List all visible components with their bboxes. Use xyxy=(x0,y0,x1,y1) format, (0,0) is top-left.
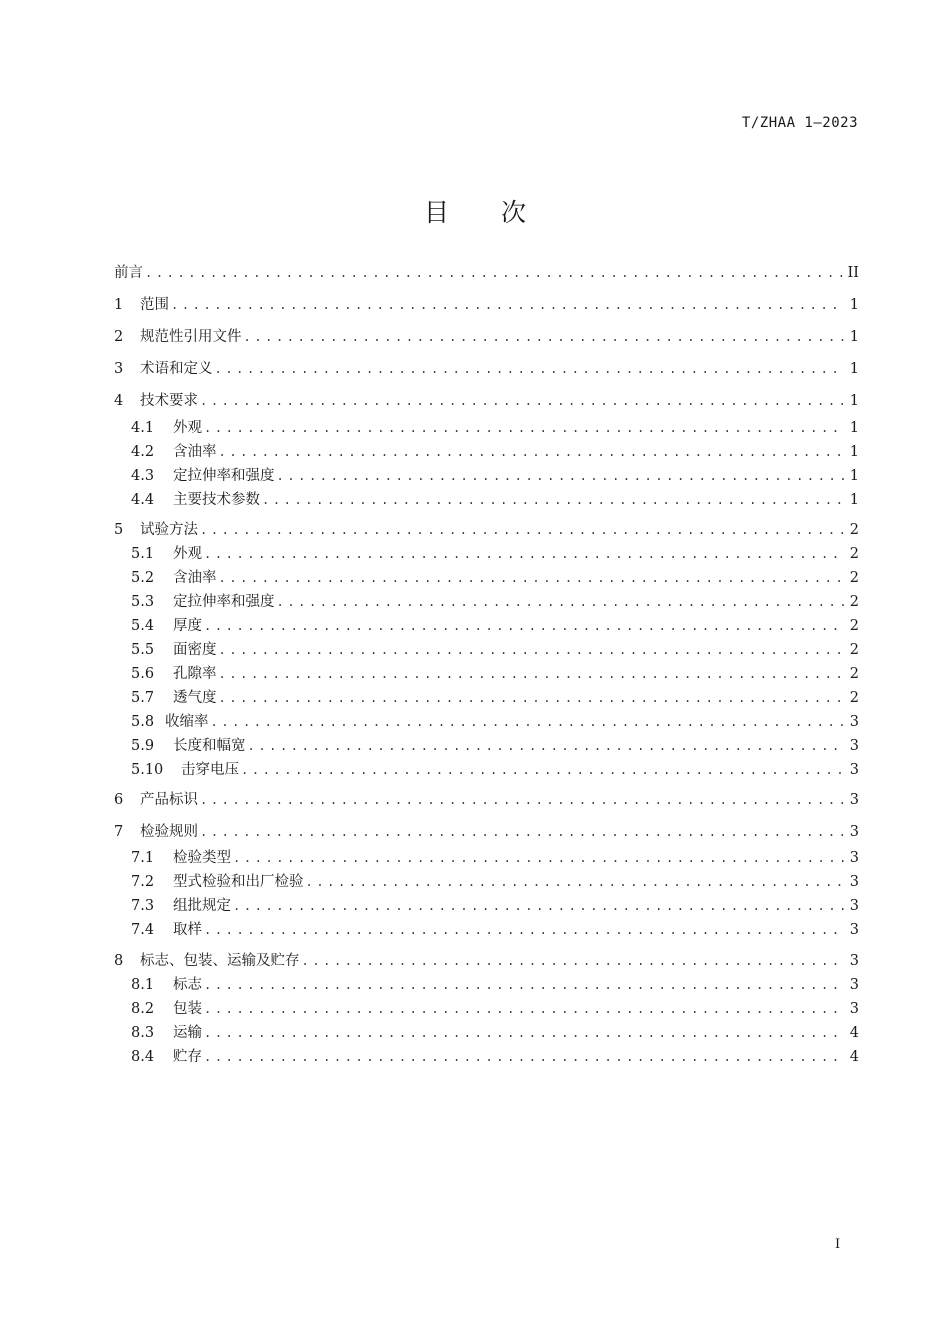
toc-leader-dots xyxy=(200,391,845,411)
toc-leader-dots xyxy=(204,975,845,995)
toc-entry[interactable] xyxy=(131,490,859,510)
toc-leader-dots xyxy=(233,848,845,868)
document-code: T/ZHAA 1—2023 xyxy=(741,115,858,131)
toc-entry-page: 1 xyxy=(849,297,859,313)
toc-entry[interactable] xyxy=(131,688,859,708)
toc-leader-dots xyxy=(204,616,845,636)
toc-entry-page: 4 xyxy=(849,1049,859,1065)
toc-entry-page: 3 xyxy=(849,898,859,914)
toc-entry[interactable] xyxy=(131,975,859,995)
toc-entry-number: 6 xyxy=(114,792,124,808)
toc-entry-page: 2 xyxy=(849,522,859,538)
toc-entry[interactable] xyxy=(131,442,859,462)
toc-entry[interactable] xyxy=(114,951,859,971)
toc-entry-page: 1 xyxy=(849,468,859,484)
toc-entry-number: 5.5 xyxy=(131,642,155,658)
toc-entry-label: 运输 xyxy=(173,1025,202,1041)
toc-entry-label: 外观 xyxy=(173,546,202,562)
toc-entry-label: 外观 xyxy=(173,420,202,436)
toc-entry[interactable] xyxy=(131,736,859,756)
toc-entry[interactable] xyxy=(131,466,859,486)
toc-entry-label: 试验方法 xyxy=(140,522,198,538)
toc-entry[interactable] xyxy=(131,544,859,564)
toc-entry-label: 前言 xyxy=(114,265,143,281)
toc-leader-dots xyxy=(219,442,846,462)
toc-entry-page: 1 xyxy=(849,329,859,345)
toc-entry-page: 3 xyxy=(849,714,859,730)
toc-leader-dots xyxy=(204,999,845,1019)
toc-leader-dots xyxy=(219,664,846,684)
toc-entry-label: 孔隙率 xyxy=(173,666,217,682)
toc-leader-dots xyxy=(277,466,846,486)
toc-entry[interactable] xyxy=(131,616,859,636)
toc-title-left: 目 xyxy=(423,198,449,227)
toc-leader-dots xyxy=(204,1023,845,1043)
toc-entry-label: 检验规则 xyxy=(140,824,198,840)
toc-entry[interactable] xyxy=(131,1023,859,1043)
toc-leader-dots xyxy=(145,263,844,283)
toc-entry-label: 收缩率 xyxy=(165,714,209,730)
toc-entry-page: 2 xyxy=(849,642,859,658)
toc-entry-label: 含油率 xyxy=(173,444,217,460)
toc-entry-page: 2 xyxy=(849,594,859,610)
toc-entry[interactable] xyxy=(114,359,859,379)
toc-entry[interactable] xyxy=(114,520,859,540)
toc-entry-label: 产品标识 xyxy=(140,792,198,808)
toc-entry-page: 3 xyxy=(849,953,859,969)
toc-entry-number: 8.1 xyxy=(131,977,155,993)
toc-entry-number: 5.6 xyxy=(131,666,155,682)
toc-entry-page: II xyxy=(847,265,859,281)
toc-leader-dots xyxy=(204,1047,845,1067)
toc-entry[interactable] xyxy=(114,295,859,315)
toc-entry-label: 厚度 xyxy=(173,618,202,634)
toc-entry-page: 1 xyxy=(849,444,859,460)
toc-entry-label: 定拉伸率和强度 xyxy=(173,594,275,610)
toc-leader-dots xyxy=(200,790,845,810)
toc-entry-label: 检验类型 xyxy=(173,850,231,866)
toc-entry-label: 型式检验和出厂检验 xyxy=(173,874,304,890)
toc-leader-dots xyxy=(219,640,846,660)
toc-entry-number: 4.3 xyxy=(131,468,155,484)
toc-entry-page: 2 xyxy=(849,546,859,562)
toc-entry-number: 5.1 xyxy=(131,546,155,562)
toc-entry-number: 7.2 xyxy=(131,874,155,890)
toc-entry[interactable] xyxy=(131,712,859,732)
toc-entry-page: 3 xyxy=(849,874,859,890)
toc-entry-page: 2 xyxy=(849,666,859,682)
toc-entry-number: 1 xyxy=(114,297,124,313)
toc-entry-number: 4.2 xyxy=(131,444,155,460)
toc-entry-number: 4.1 xyxy=(131,420,155,436)
toc-entry-page: 1 xyxy=(849,361,859,377)
toc-leader-dots xyxy=(244,327,846,347)
toc-entry[interactable] xyxy=(114,391,859,411)
toc-entry-number: 8.4 xyxy=(131,1049,155,1065)
toc-entry-page: 3 xyxy=(849,977,859,993)
toc-entry-number: 8 xyxy=(114,953,124,969)
toc-entry[interactable] xyxy=(131,568,859,588)
toc-entry[interactable] xyxy=(131,760,859,780)
toc-leader-dots xyxy=(200,822,845,842)
toc-entry-label: 贮存 xyxy=(173,1049,202,1065)
toc-entry-label: 含油率 xyxy=(173,570,217,586)
toc-entry-label: 标志、包装、运输及贮存 xyxy=(140,953,300,969)
toc-entry[interactable] xyxy=(131,418,859,438)
toc-entry-label: 包装 xyxy=(173,1001,202,1017)
toc-leader-dots xyxy=(241,760,845,780)
toc-leader-dots xyxy=(302,951,846,971)
toc-entry-number: 5.10 xyxy=(131,762,164,778)
toc-entry-number: 5.2 xyxy=(131,570,155,586)
toc-entry-number: 7.1 xyxy=(131,850,155,866)
toc-entry[interactable] xyxy=(131,1047,859,1067)
toc-entry-label: 术语和定义 xyxy=(140,361,213,377)
toc-entry-number: 4.4 xyxy=(131,492,155,508)
toc-leader-dots xyxy=(248,736,846,756)
toc-entry-number: 8.3 xyxy=(131,1025,155,1041)
toc-entry[interactable] xyxy=(114,263,859,283)
toc-leader-dots xyxy=(171,295,845,315)
toc-entry-page: 3 xyxy=(849,922,859,938)
toc-entry[interactable] xyxy=(131,664,859,684)
toc-entry-label: 取样 xyxy=(173,922,202,938)
toc-entry-page: 3 xyxy=(849,738,859,754)
toc-leader-dots xyxy=(204,920,845,940)
toc-entry-number: 5.7 xyxy=(131,690,155,706)
toc-entry-label: 定拉伸率和强度 xyxy=(173,468,275,484)
toc-leader-dots xyxy=(219,568,846,588)
toc-leader-dots xyxy=(262,490,845,510)
toc-entry-page: 2 xyxy=(849,618,859,634)
toc-title-right: 次 xyxy=(501,198,527,227)
toc-entry-label: 击穿电压 xyxy=(181,762,239,778)
toc-entry-number: 5.4 xyxy=(131,618,155,634)
toc-entry-number: 5.3 xyxy=(131,594,155,610)
toc-entry-number: 7.3 xyxy=(131,898,155,914)
toc-entry-page: 2 xyxy=(849,570,859,586)
toc-leader-dots xyxy=(200,520,845,540)
toc-entry-number: 4 xyxy=(114,393,124,409)
toc-entry-number: 3 xyxy=(114,361,124,377)
toc-leader-dots xyxy=(204,544,845,564)
toc-leader-dots xyxy=(215,359,846,379)
toc-leader-dots xyxy=(277,592,846,612)
toc-entry-number: 2 xyxy=(114,329,124,345)
toc-entry-page: 3 xyxy=(849,792,859,808)
toc-entry-label: 面密度 xyxy=(173,642,217,658)
toc-leader-dots xyxy=(306,872,846,892)
toc-entry-page: 1 xyxy=(849,420,859,436)
toc-entry-label: 技术要求 xyxy=(140,393,198,409)
page-number: I xyxy=(835,1237,841,1252)
toc-entry-page: 3 xyxy=(849,762,859,778)
toc-entry-number: 7.4 xyxy=(131,922,155,938)
toc-entry-label: 规范性引用文件 xyxy=(140,329,242,345)
toc-entry-page: 2 xyxy=(849,690,859,706)
toc-entry-number: 7 xyxy=(114,824,124,840)
toc-entry-page: 1 xyxy=(849,393,859,409)
toc-entry-page: 1 xyxy=(849,492,859,508)
toc-entry-number: 5.9 xyxy=(131,738,155,754)
toc-entry-number: 5.8 xyxy=(131,714,155,730)
toc-entry[interactable] xyxy=(131,592,859,612)
toc-entry[interactable] xyxy=(114,790,859,810)
toc-entry[interactable] xyxy=(114,822,859,842)
toc-leader-dots xyxy=(211,712,846,732)
toc-entry-label: 主要技术参数 xyxy=(173,492,260,508)
toc-entry-page: 3 xyxy=(849,850,859,866)
toc-entry-label: 透气度 xyxy=(173,690,217,706)
toc-entry[interactable] xyxy=(114,327,859,347)
toc-entry[interactable] xyxy=(131,999,859,1019)
toc-entry-label: 标志 xyxy=(173,977,202,993)
toc-entry-number: 8.2 xyxy=(131,1001,155,1017)
toc-entry-label: 范围 xyxy=(140,297,169,313)
toc-entry[interactable] xyxy=(131,872,859,892)
toc-entry-label: 长度和幅宽 xyxy=(173,738,246,754)
toc-leader-dots xyxy=(219,688,846,708)
toc-leader-dots xyxy=(233,896,845,916)
toc-entry[interactable] xyxy=(131,640,859,660)
toc-entry[interactable] xyxy=(131,920,859,940)
toc-entry-page: 3 xyxy=(849,824,859,840)
toc-entry-page: 4 xyxy=(849,1025,859,1041)
toc-entry[interactable] xyxy=(131,896,859,916)
toc-entry-number: 5 xyxy=(114,522,124,538)
toc-entry-label: 组批规定 xyxy=(173,898,231,914)
toc-leader-dots xyxy=(204,418,845,438)
toc-entry-page: 3 xyxy=(849,1001,859,1017)
toc-entry[interactable] xyxy=(131,848,859,868)
